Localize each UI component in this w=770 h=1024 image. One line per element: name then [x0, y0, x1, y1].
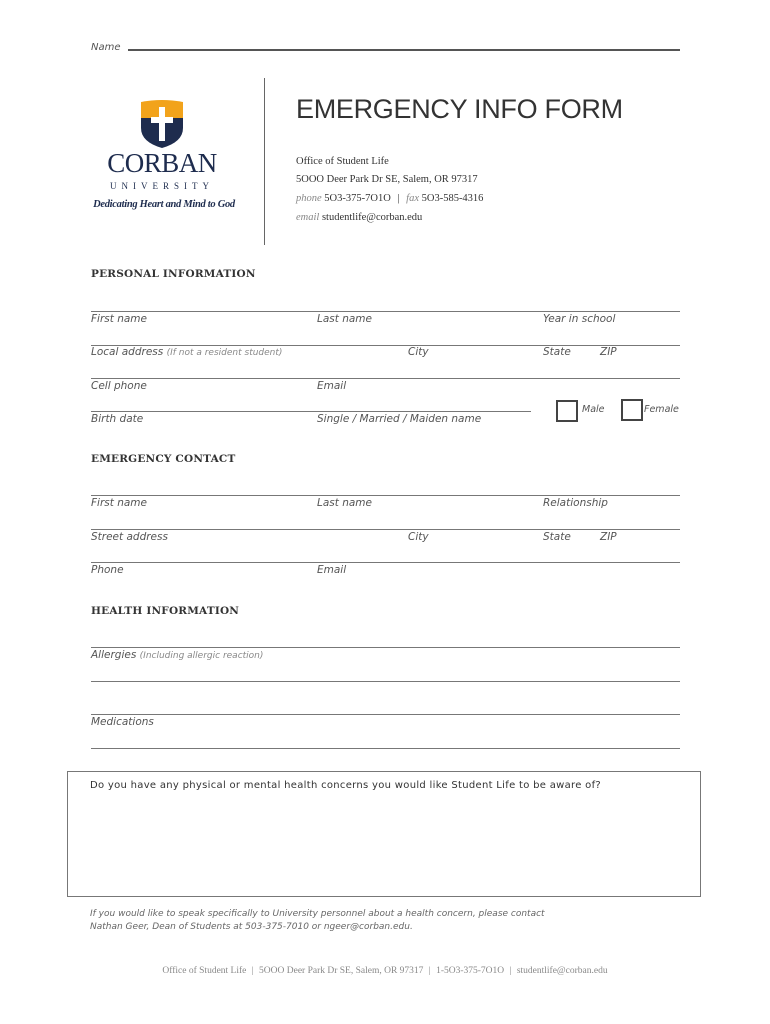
marital-label: Single / Married / Maiden name — [317, 413, 482, 425]
medications-line-2[interactable] — [91, 748, 680, 749]
footer — [0, 966, 770, 976]
footer-phone: 1-5O3-375-7O1O — [436, 966, 505, 976]
office-address: 5OOO Deer Park Dr SE, Salem, OR 97317 — [296, 174, 478, 185]
local-address-label — [91, 346, 282, 358]
personal-row4-line[interactable] — [91, 411, 531, 412]
local-address-text: Local address — [91, 346, 164, 358]
footer-sep-2: | — [428, 966, 431, 976]
allergies-line-2[interactable] — [91, 681, 680, 682]
allergies-text: Allergies — [91, 649, 137, 661]
female-label: Female — [644, 404, 679, 415]
female-checkbox[interactable] — [621, 399, 643, 421]
contact-note-line2: Nathan Geer, Dean of Students at 503-375-7010 or ngeer@corban.edu. — [90, 922, 413, 932]
name-field[interactable] — [128, 49, 680, 51]
ec-state-label: State — [543, 531, 571, 543]
office-email-line — [296, 212, 422, 223]
year-label: Year in school — [543, 313, 616, 325]
email-label: email — [296, 212, 320, 223]
email-field-label: Email — [317, 380, 347, 392]
name-label: Name — [91, 42, 121, 53]
health-info-heading: HEALTH INFORMATION — [91, 605, 240, 617]
health-concerns-question: Do you have any physical or mental health concerns you would like Student Life to be aware of? — [90, 780, 602, 791]
logo-tagline: Dedicating Heart and Mind to God — [93, 199, 235, 210]
personal-info-heading: PERSONAL INFORMATION — [91, 268, 256, 280]
phone-label: phone — [296, 193, 322, 204]
office-fax: 5O3-585-4316 — [421, 193, 484, 204]
personal-row3-line[interactable] — [91, 378, 680, 379]
ec-zip-label: ZIP — [600, 531, 617, 543]
office-phone[interactable]: 5O3-375-7O1O — [324, 193, 391, 204]
city-label: City — [408, 346, 429, 358]
university-logo — [80, 96, 250, 221]
logo-name: CORBAN — [107, 148, 217, 178]
local-address-hint: (If not a resident student) — [166, 348, 283, 358]
medications-line[interactable] — [91, 714, 680, 715]
state-label: State — [543, 346, 571, 358]
footer-office: Office of Student Life — [162, 966, 247, 976]
separator: | — [397, 193, 400, 204]
office-phone-line — [296, 193, 483, 204]
office-email[interactable]: studentlife@corban.edu — [321, 212, 423, 223]
male-checkbox[interactable] — [556, 400, 578, 422]
male-label: Male — [582, 404, 605, 415]
allergies-label — [91, 649, 263, 661]
allergies-hint: (Including allergic reaction) — [139, 651, 264, 661]
footer-sep-3: | — [509, 966, 512, 976]
ec-email-label: Email — [317, 564, 347, 576]
emergency-row2-line[interactable] — [91, 529, 680, 530]
office-name: Office of Student Life — [296, 156, 389, 167]
crest-icon — [137, 98, 187, 150]
allergies-line[interactable] — [91, 647, 680, 648]
footer-sep-1: | — [251, 966, 254, 976]
ec-first-name-label: First name — [91, 497, 147, 509]
ec-last-name-label: Last name — [317, 497, 372, 509]
cell-phone-label: Cell phone — [91, 380, 147, 392]
ec-street-label: Street address — [91, 531, 168, 543]
fax-label: fax — [406, 193, 419, 204]
emergency-row1-line[interactable] — [91, 495, 680, 496]
logo-sub: UNIVERSITY — [110, 181, 214, 191]
emergency-row3-line[interactable] — [91, 562, 680, 563]
health-concerns-box[interactable] — [67, 771, 701, 897]
zip-label: ZIP — [600, 346, 617, 358]
ec-relationship-label: Relationship — [543, 497, 608, 509]
form-title: EMERGENCY INFO FORM — [296, 94, 623, 124]
birth-date-label: Birth date — [91, 413, 144, 425]
ec-phone-label: Phone — [91, 564, 124, 576]
footer-email[interactable]: studentlife@corban.edu — [516, 966, 608, 976]
footer-address: 5OOO Deer Park Dr SE, Salem, OR 97317 — [259, 966, 424, 976]
header-divider — [264, 78, 265, 245]
personal-row1-line[interactable] — [91, 311, 680, 312]
first-name-label: First name — [91, 313, 147, 325]
contact-note-line1: If you would like to speak specifically to University personnel about a health concern, please contact — [90, 909, 545, 919]
last-name-label: Last name — [317, 313, 372, 325]
emergency-contact-heading: EMERGENCY CONTACT — [91, 453, 236, 465]
ec-city-label: City — [408, 531, 429, 543]
medications-label: Medications — [91, 716, 154, 728]
